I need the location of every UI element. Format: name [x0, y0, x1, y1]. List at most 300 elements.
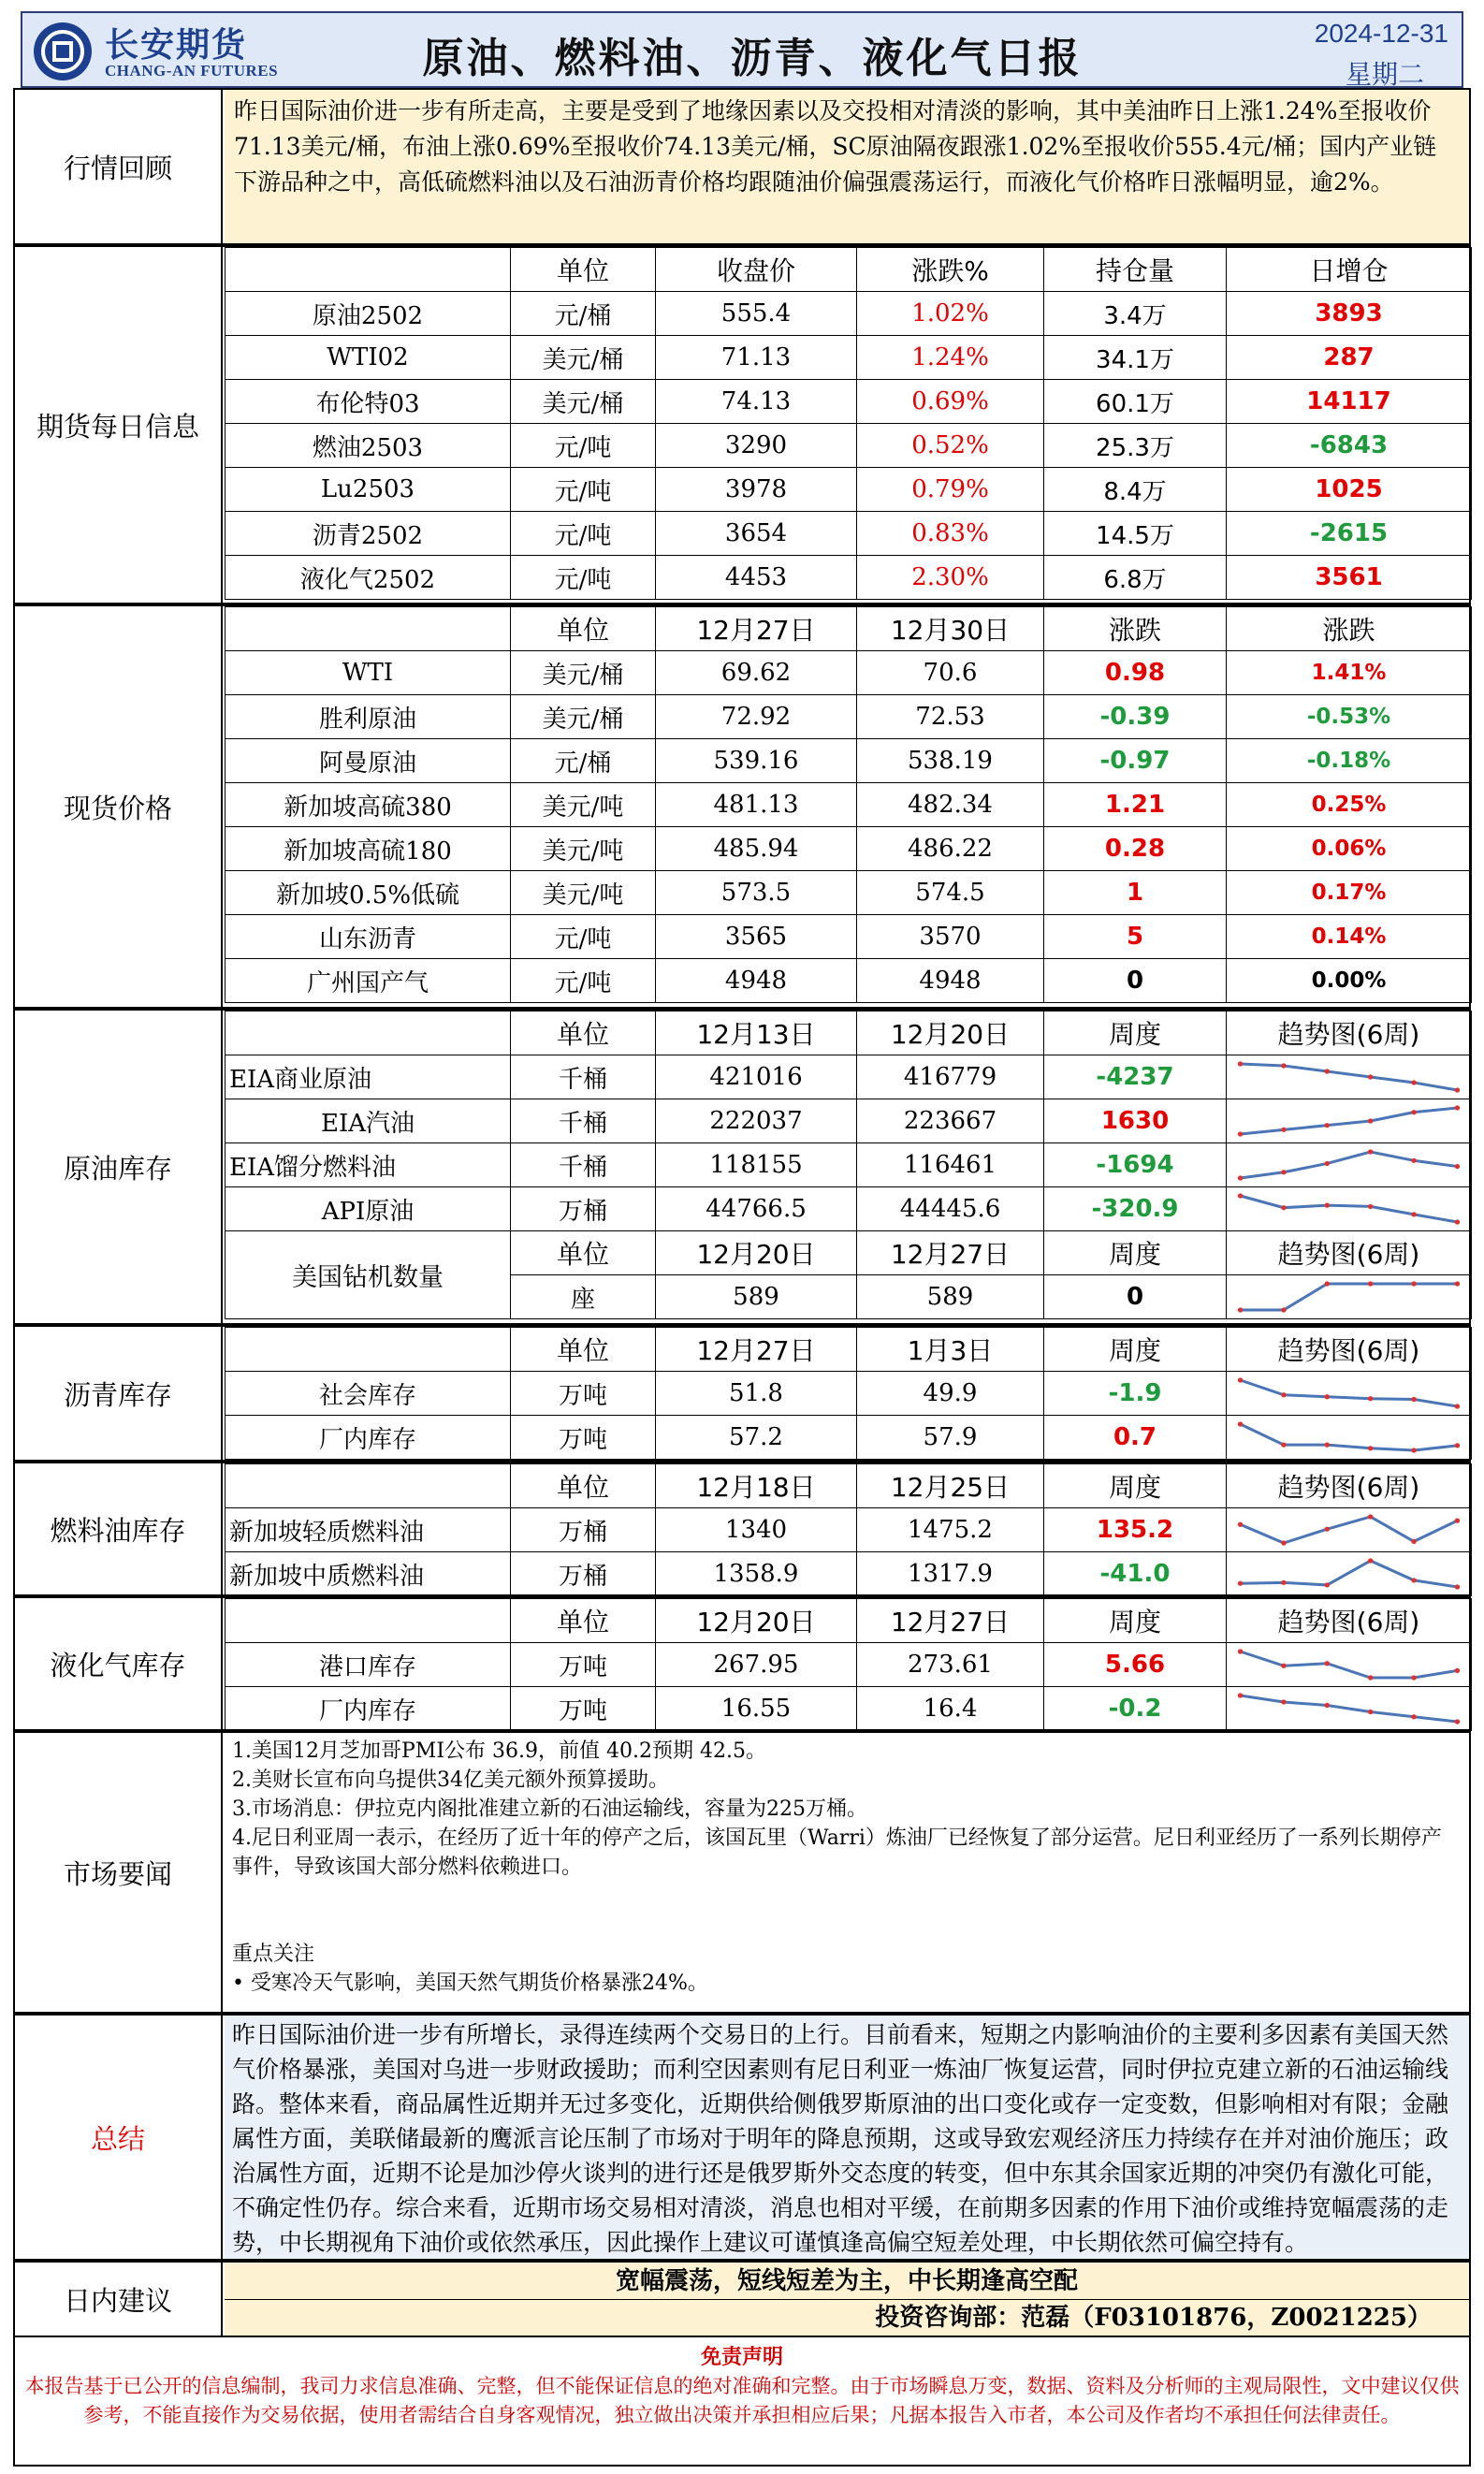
spot-price-table — [225, 606, 1472, 1003]
trend-sparkline — [1227, 1552, 1472, 1596]
table-row — [226, 871, 1472, 915]
column-header: 单位 — [511, 1328, 656, 1372]
value-period2: 273.61 — [857, 1643, 1044, 1687]
column-header: 周度 — [1044, 1328, 1227, 1372]
value-period2: 49.9 — [857, 1372, 1044, 1416]
price-change-percent: 0.06% — [1227, 827, 1472, 871]
futures-table — [225, 247, 1472, 600]
table-row — [226, 739, 1472, 783]
table-row — [226, 1508, 1472, 1552]
trend-point — [1325, 1703, 1330, 1708]
table-row — [226, 556, 1472, 600]
value-period2: 116461 — [857, 1143, 1044, 1187]
column-header: 收盘价 — [656, 248, 857, 292]
unit-cell: 万吨 — [511, 1643, 656, 1687]
trend-point — [1411, 1448, 1416, 1452]
trend-point — [1411, 1397, 1416, 1402]
change-percent: 1.24% — [857, 336, 1044, 380]
column-header: 涨跌 — [1044, 607, 1227, 651]
trend-sparkline — [1227, 1508, 1472, 1552]
trend-point — [1325, 1281, 1330, 1286]
trend-point — [1325, 1394, 1330, 1399]
trend-point — [1238, 1377, 1243, 1382]
trend-point — [1238, 1175, 1243, 1180]
column-header — [226, 1011, 511, 1055]
trend-point — [1411, 1158, 1416, 1163]
price-day2: 538.19 — [857, 739, 1044, 783]
column-header: 12月18日 — [656, 1464, 857, 1508]
price-change: -0.97 — [1044, 739, 1227, 783]
price-day1: 69.62 — [656, 651, 857, 695]
column-header: 12月13日 — [656, 1011, 857, 1055]
column-header: 单位 — [511, 1231, 656, 1275]
change-percent: 1.02% — [857, 292, 1044, 336]
weekly-change: -320.9 — [1044, 1187, 1227, 1231]
news-item: 2.美财长宣布向乌提供34亿美元额外预算援助。 — [232, 1768, 669, 1792]
trend-point — [1455, 1584, 1460, 1589]
news-item: 4.尼日利亚周一表示，在经历了近十年的停产之后，该国瓦里（Warri）炼油厂已经恢复了部分运营。尼日利亚经历了一系列长期停产事件，导致该国大部分燃料依赖进口。 — [232, 1826, 1442, 1879]
value-period2: 57.9 — [857, 1416, 1044, 1460]
value-period1: 267.95 — [656, 1643, 857, 1687]
column-header: 涨跌% — [857, 248, 1044, 292]
price-day2: 574.5 — [857, 871, 1044, 915]
value-period1: 16.55 — [656, 1687, 857, 1731]
section-label: 市场要闻 — [15, 1733, 223, 2012]
contract-name: Lu2503 — [226, 468, 511, 512]
intraday-advice-section — [13, 2261, 1471, 2337]
daily-oi-change: 3893 — [1227, 292, 1472, 336]
table-row — [226, 651, 1472, 695]
price-day1: 485.94 — [656, 827, 857, 871]
value-period2: 1475.2 — [857, 1508, 1044, 1552]
trend-point — [1455, 1404, 1460, 1408]
price-change-percent: 1.41% — [1227, 651, 1472, 695]
price-day2: 486.22 — [857, 827, 1044, 871]
price-day2: 4948 — [857, 959, 1044, 1003]
trend-line — [1241, 1652, 1458, 1678]
trend-point — [1368, 1074, 1373, 1079]
column-header: 12月27日 — [656, 607, 857, 651]
trend-sparkline — [1227, 1099, 1472, 1143]
unit-cell: 万吨 — [511, 1372, 656, 1416]
trend-sparkline — [1227, 1372, 1472, 1416]
spot-name: 新加坡高硫180 — [226, 827, 511, 871]
daily-oi-change: 3561 — [1227, 556, 1472, 600]
value-period2: 44445.6 — [857, 1187, 1044, 1231]
futures-section — [13, 245, 1471, 604]
value-period2: 589 — [857, 1275, 1044, 1319]
trend-point — [1368, 1281, 1373, 1286]
unit-cell: 美元/吨 — [511, 871, 656, 915]
column-header: 12月20日 — [656, 1231, 857, 1275]
column-header: 持仓量 — [1044, 248, 1227, 292]
summary-section — [13, 2014, 1471, 2261]
column-header: 12月27日 — [857, 1599, 1044, 1643]
close-price: 3654 — [656, 512, 857, 556]
section-label: 日内建议 — [15, 2263, 223, 2336]
price-change-percent: 0.00% — [1227, 959, 1472, 1003]
trend-line — [1241, 1380, 1458, 1406]
change-percent: 0.79% — [857, 468, 1044, 512]
report-date: 2024-12-31 — [1314, 19, 1448, 48]
price-change-percent: 0.17% — [1227, 871, 1472, 915]
price-change-percent: -0.53% — [1227, 695, 1472, 739]
inventory-name: 新加坡轻质燃料油 — [226, 1508, 511, 1552]
spot-name: 新加坡高硫380 — [226, 783, 511, 827]
table-row — [226, 1687, 1472, 1731]
price-change-percent: -0.18% — [1227, 739, 1472, 783]
price-change: 1.21 — [1044, 783, 1227, 827]
table-row — [226, 783, 1472, 827]
price-day1: 539.16 — [656, 739, 857, 783]
section-label: 沥青库存 — [15, 1327, 223, 1460]
column-header: 周度 — [1044, 1599, 1227, 1643]
column-header — [226, 248, 511, 292]
table-row — [226, 424, 1472, 468]
table-row — [226, 336, 1472, 380]
column-header: 12月20日 — [656, 1599, 857, 1643]
trend-point — [1325, 1661, 1330, 1666]
unit-cell: 美元/桶 — [511, 651, 656, 695]
unit-cell: 千桶 — [511, 1099, 656, 1143]
table-row — [226, 1187, 1472, 1231]
report-weekday: 星期二 — [1345, 59, 1424, 90]
open-interest: 6.8万 — [1044, 556, 1227, 600]
spot-name: 新加坡0.5%低硫 — [226, 871, 511, 915]
trend-point — [1281, 1063, 1286, 1068]
trend-sparkline — [1227, 1187, 1472, 1231]
trend-line — [1241, 1561, 1458, 1587]
column-header: 单位 — [511, 607, 656, 651]
trend-point — [1238, 1193, 1243, 1198]
price-day2: 72.53 — [857, 695, 1044, 739]
trend-point — [1281, 1580, 1286, 1585]
column-header: 趋势图(6周) — [1227, 1328, 1472, 1372]
table-header-row — [226, 607, 1472, 651]
table-row — [226, 380, 1472, 424]
table-header-row — [226, 1328, 1472, 1372]
table-row — [226, 1143, 1472, 1187]
asphalt-inventory-section — [13, 1325, 1471, 1462]
close-price: 71.13 — [656, 336, 857, 380]
trend-line — [1241, 1517, 1458, 1543]
spot-price-section — [13, 604, 1471, 1009]
trend-point — [1411, 1110, 1416, 1114]
column-header: 涨跌 — [1227, 607, 1472, 651]
table-row — [226, 1552, 1472, 1596]
price-change: 5 — [1044, 915, 1227, 959]
value-period1: 222037 — [656, 1099, 857, 1143]
trend-line — [1241, 1284, 1458, 1310]
weekly-change: 0.7 — [1044, 1416, 1227, 1460]
price-day1: 573.5 — [656, 871, 857, 915]
table-row — [226, 1372, 1472, 1416]
daily-oi-change: 1025 — [1227, 468, 1472, 512]
column-header: 12月27日 — [656, 1328, 857, 1372]
table-row — [226, 959, 1472, 1003]
unit-cell: 元/桶 — [511, 739, 656, 783]
trend-point — [1281, 1392, 1286, 1397]
news-item: 3.市场消息：伊拉克内阁批准建立新的石油运输线，容量为225万桶。 — [232, 1797, 867, 1821]
daily-oi-change: -2615 — [1227, 512, 1472, 556]
unit-cell: 千桶 — [511, 1055, 656, 1099]
price-change: 1 — [1044, 871, 1227, 915]
column-header: 趋势图(6周) — [1227, 1011, 1472, 1055]
trend-point — [1411, 1080, 1416, 1084]
trend-sparkline — [1227, 1416, 1472, 1460]
value-period1: 57.2 — [656, 1416, 857, 1460]
trend-line — [1241, 1152, 1458, 1178]
trend-point — [1368, 1675, 1373, 1680]
weekly-change: -1694 — [1044, 1143, 1227, 1187]
column-header: 趋势图(6周) — [1227, 1231, 1472, 1275]
close-price: 555.4 — [656, 292, 857, 336]
fuel-oil-inventory-table — [225, 1463, 1472, 1596]
contract-name: 布伦特03 — [226, 380, 511, 424]
unit-cell: 美元/吨 — [511, 827, 656, 871]
spot-name: 山东沥青 — [226, 915, 511, 959]
section-label: 原油库存 — [15, 1011, 223, 1323]
column-header: 单位 — [511, 1011, 656, 1055]
trend-sparkline — [1227, 1275, 1472, 1319]
table-row — [226, 1416, 1472, 1460]
weekly-change: 5.66 — [1044, 1643, 1227, 1687]
inventory-name: EIA商业原油 — [226, 1055, 511, 1099]
trend-point — [1325, 1582, 1330, 1587]
trend-point — [1325, 1203, 1330, 1208]
column-header: 12月27日 — [857, 1231, 1044, 1275]
open-interest: 25.3万 — [1044, 424, 1227, 468]
trend-line — [1241, 1196, 1458, 1222]
trend-sparkline — [1227, 1055, 1472, 1099]
price-day2: 3570 — [857, 915, 1044, 959]
spot-name: 胜利原油 — [226, 695, 511, 739]
value-period1: 44766.5 — [656, 1187, 857, 1231]
spot-name: 广州国产气 — [226, 959, 511, 1003]
unit-cell: 元/吨 — [511, 468, 656, 512]
table-row — [226, 1099, 1472, 1143]
section-label: 总结 — [15, 2016, 223, 2259]
table-row — [226, 512, 1472, 556]
column-header — [226, 1599, 511, 1643]
change-percent: 0.83% — [857, 512, 1044, 556]
table-header-row — [226, 1599, 1472, 1643]
unit-cell: 元/桶 — [511, 292, 656, 336]
trend-sparkline — [1227, 1687, 1472, 1731]
fuel-oil-inventory-section — [13, 1462, 1471, 1596]
analyst-credit: 投资咨询部：范磊（F03101876，Z0021225） — [875, 2304, 1432, 2332]
logo-emblem-icon — [34, 22, 92, 80]
contract-name: 液化气2502 — [226, 556, 511, 600]
price-day1: 3565 — [656, 915, 857, 959]
trend-point — [1325, 1069, 1330, 1073]
contract-name: 原油2502 — [226, 292, 511, 336]
rig-count-name: 美国钻机数量 — [226, 1231, 511, 1319]
contract-name: WTI02 — [226, 336, 511, 380]
section-label: 期货每日信息 — [15, 247, 223, 603]
change-percent: 0.52% — [857, 424, 1044, 468]
price-change: 0.98 — [1044, 651, 1227, 695]
trend-point — [1281, 1699, 1286, 1704]
trend-point — [1325, 1123, 1330, 1128]
unit-cell: 万桶 — [511, 1187, 656, 1231]
trend-point — [1238, 1307, 1243, 1312]
unit-cell: 美元/桶 — [511, 380, 656, 424]
daily-oi-change: -6843 — [1227, 424, 1472, 468]
inventory-name: 厂内库存 — [226, 1416, 511, 1460]
daily-oi-change: 14117 — [1227, 380, 1472, 424]
value-period1: 421016 — [656, 1055, 857, 1099]
unit-cell: 万桶 — [511, 1552, 656, 1596]
unit-cell: 座 — [511, 1275, 656, 1319]
column-header: 单位 — [511, 1464, 656, 1508]
disclaimer-text: 本报告基于已公开的信息编制，我司力求信息准确、完整，但不能保证信息的绝对准确和完整。由于市场瞬息万变，数据、资料及分析师的主观局限性，文中建议仅供参考，不能直接作为交易依据，使用者需结合自身客观情况，独立做出决策并承担相应后果；凡据本报告入市者，本公司及作者均不承担任何法律责任。 — [24, 2375, 1460, 2426]
summary-text: 昨日国际油价进一步有所增长，录得连续两个交易日的上行。目前看来，短期之内影响油价的主要利多因素有美国天然气价格暴涨，美国对乌进一步财政援助；而利空因素则有尼日利亚一炼油厂恢复运营，同时伊拉克建立新的石油运输线路。整体来看，商品属性近期并无过多变化，近期供给侧俄罗斯原油的出口变化或存一定变数，但影响相对有限；金融属性方面，美联储最新的鹰派言论压制了市场对于明年的降息预期，这或导致宏观经济压力持续存在并对油价施压；政治属性方面，近期不论是加沙停火谈判的进行还是俄罗斯外交态度的转变，但中东其余国家近期的冲突仍有激化可能，不确定性仍存。综合来看，近期市场交易相对清淡，消息也相对平缓，在前期多因素的作用下油价或维持宽幅震荡的走势，中长期视角下油价或依然承压，因此操作上建议可谨慎逢高偏空短差处理，中长期依然可偏空持有。 — [225, 2016, 1469, 2259]
trend-point — [1455, 1519, 1460, 1523]
trend-point — [1368, 1446, 1373, 1450]
column-header — [226, 1328, 511, 1372]
trend-point — [1281, 1170, 1286, 1174]
open-interest: 60.1万 — [1044, 380, 1227, 424]
price-day1: 72.92 — [656, 695, 857, 739]
unit-cell: 元/吨 — [511, 959, 656, 1003]
trend-point — [1411, 1578, 1416, 1582]
trend-point — [1368, 1204, 1373, 1209]
value-period1: 51.8 — [656, 1372, 857, 1416]
price-change: 0.28 — [1044, 827, 1227, 871]
section-label: 燃料油库存 — [15, 1463, 223, 1594]
market-review-section — [13, 88, 1471, 245]
price-change-percent: 0.14% — [1227, 915, 1472, 959]
inventory-name: EIA汽油 — [226, 1099, 511, 1143]
trend-point — [1411, 1675, 1416, 1680]
company-name-cn: 长安期货 — [105, 26, 248, 65]
weekly-change: 135.2 — [1044, 1508, 1227, 1552]
trend-point — [1368, 1558, 1373, 1563]
focus-item: • 受寒冷天气影响，美国天然气期货价格暴涨24%。 — [232, 1972, 708, 1995]
trend-point — [1455, 1087, 1460, 1092]
disclaimer-title: 免责声明 — [700, 2346, 783, 2369]
trend-point — [1238, 1061, 1243, 1066]
inventory-name: EIA馏分燃料油 — [226, 1143, 511, 1187]
trend-point — [1238, 1649, 1243, 1653]
value-period1: 1340 — [656, 1508, 857, 1552]
focus-title: 重点关注 — [232, 1943, 315, 1966]
unit-cell: 美元/桶 — [511, 336, 656, 380]
open-interest: 14.5万 — [1044, 512, 1227, 556]
trend-point — [1238, 1421, 1243, 1426]
table-header-row — [226, 248, 1472, 292]
trend-point — [1281, 1443, 1286, 1448]
lpg-inventory-section — [13, 1596, 1471, 1731]
value-period1: 118155 — [656, 1143, 857, 1187]
column-header: 1月3日 — [857, 1328, 1044, 1372]
trend-line — [1241, 1108, 1458, 1134]
trend-point — [1368, 1149, 1373, 1154]
price-day2: 70.6 — [857, 651, 1044, 695]
trend-point — [1281, 1128, 1286, 1132]
weekly-change: -0.2 — [1044, 1687, 1227, 1731]
column-header: 单位 — [511, 248, 656, 292]
trend-point — [1368, 1396, 1373, 1401]
inventory-name: 新加坡中质燃料油 — [226, 1552, 511, 1596]
table-header-row — [226, 1011, 1472, 1055]
table-row — [226, 1643, 1472, 1687]
trend-point — [1238, 1581, 1243, 1586]
price-change: -0.39 — [1044, 695, 1227, 739]
trend-point — [1281, 1307, 1286, 1312]
table-header-row — [226, 1231, 1472, 1275]
trend-point — [1411, 1281, 1416, 1286]
company-logo — [30, 17, 283, 86]
trend-point — [1455, 1443, 1460, 1448]
weekly-change: -1.9 — [1044, 1372, 1227, 1416]
change-percent: 2.30% — [857, 556, 1044, 600]
unit-cell: 元/吨 — [511, 915, 656, 959]
table-row — [226, 695, 1472, 739]
change-percent: 0.69% — [857, 380, 1044, 424]
column-header: 12月30日 — [857, 607, 1044, 651]
weekly-change: -4237 — [1044, 1055, 1227, 1099]
trend-point — [1368, 1514, 1373, 1519]
market-review-text: 昨日国际油价进一步有所走高，主要是受到了地缘因素以及交投相对清淡的影响，其中美油昨日上涨1.24%至报收价71.13美元/桶，布油上涨0.69%至报收价74.13美元/桶，SC原油隔夜跟涨1.02%至报收价555.4元/桶；国内产业链下游品种之中，高低硫燃料油以及石油沥青价格均跟随油价偏强震荡运行，而液化气价格昨日涨幅明显，逾2%。 — [225, 90, 1469, 243]
trend-point — [1455, 1219, 1460, 1224]
trend-point — [1368, 1710, 1373, 1714]
column-header: 趋势图(6周) — [1227, 1599, 1472, 1643]
inventory-name: API原油 — [226, 1187, 511, 1231]
news-item: 1.美国12月芝加哥PMI公布 36.9，前值 40.2预期 42.5。 — [232, 1739, 766, 1763]
trend-point — [1281, 1205, 1286, 1210]
daily-oi-change: 287 — [1227, 336, 1472, 380]
table-row — [226, 827, 1472, 871]
table-row — [226, 1055, 1472, 1099]
weekly-change: 1630 — [1044, 1099, 1227, 1143]
trend-sparkline — [1227, 1643, 1472, 1687]
market-news-section — [13, 1731, 1471, 2014]
report-header — [21, 11, 1463, 88]
price-day1: 4948 — [656, 959, 857, 1003]
unit-cell: 万吨 — [511, 1416, 656, 1460]
crude-inventory-table — [225, 1011, 1472, 1319]
crude-inventory-section — [13, 1009, 1471, 1325]
unit-cell: 万桶 — [511, 1508, 656, 1552]
contract-name: 燃油2503 — [226, 424, 511, 468]
trend-point — [1238, 1522, 1243, 1527]
trend-point — [1411, 1212, 1416, 1216]
table-row — [226, 292, 1472, 336]
lpg-inventory-table — [225, 1598, 1472, 1731]
trend-point — [1455, 1164, 1460, 1169]
trend-point — [1325, 1161, 1330, 1166]
trend-point — [1455, 1105, 1460, 1110]
trend-point — [1325, 1443, 1330, 1448]
column-header: 趋势图(6周) — [1227, 1464, 1472, 1508]
disclaimer — [13, 2336, 1471, 2467]
table-row — [226, 915, 1472, 959]
inventory-name: 厂内库存 — [226, 1687, 511, 1731]
report-title: 原油、燃料油、沥青、液化气日报 — [422, 35, 1083, 82]
unit-cell: 美元/桶 — [511, 695, 656, 739]
unit-cell: 美元/吨 — [511, 783, 656, 827]
trend-sparkline — [1227, 1143, 1472, 1187]
value-period2: 223667 — [857, 1099, 1044, 1143]
value-period1: 589 — [656, 1275, 857, 1319]
trend-line — [1241, 1424, 1458, 1450]
section-label: 现货价格 — [15, 606, 223, 1007]
section-label: 液化气库存 — [15, 1598, 223, 1729]
price-day1: 481.13 — [656, 783, 857, 827]
spot-name: WTI — [226, 651, 511, 695]
